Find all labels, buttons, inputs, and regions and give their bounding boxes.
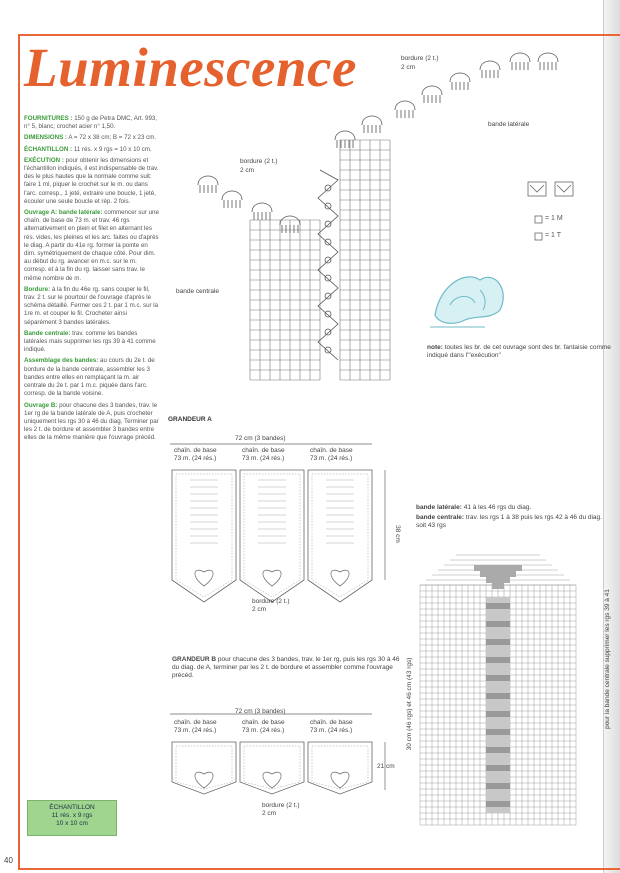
label-bande-laterale: bande latérale <box>488 121 530 128</box>
bordure-label: Bordure: <box>24 285 51 293</box>
main-chart-vertical-left: 30 cm (46 rgs) et 46 cm (43 rgs) <box>406 657 413 751</box>
grandeur-a-chain-2: chaîn. de base <box>242 447 285 454</box>
grandeur-a-panels <box>172 470 372 602</box>
grandeur-a-chain-1: chaîn. de base <box>174 447 217 454</box>
main-note-label-2: bande centrale: <box>416 514 465 521</box>
grandeur-b-bordure: bordure (2 t.) <box>262 802 300 809</box>
grandeur-b-panels <box>172 742 372 794</box>
grandeur-a-count-1: 73 m. (24 rés.) <box>174 455 217 462</box>
grandeur-a-chain-3: chaîn. de base <box>310 447 353 454</box>
legend-plein-icon <box>535 233 542 240</box>
echantillon-text: 11 rés. x 9 rgs = 10 x 10 cm. <box>73 145 152 153</box>
grandeur-a-bordure: bordure (2 t.) <box>252 598 290 605</box>
fournitures-text: 150 g de Petra DMC, Art. 993, n° 5, blanc; crochet acier n° 1,50. <box>24 115 158 131</box>
grandeur-b-diagram <box>160 700 410 810</box>
execution-text-2: le plus hautes que la normale comme suit: faire 1 ml, piquer le crochet sur le m. ou dans l'arc. corresp., 1 jeté, extraire une boucle, 1 jeté, écouler une seule boucle et rép. 2 fois. <box>24 173 156 205</box>
dimensions-label: DIMENSIONS : <box>24 134 67 142</box>
legend-text-1: = 1 M <box>545 215 563 222</box>
grandeur-b-bordure-size: 2 cm <box>262 810 277 817</box>
legend-square-filled <box>555 182 573 196</box>
main-note-line-1 <box>416 504 531 512</box>
note-block <box>427 344 612 360</box>
grandeur-b-count-2: 73 m. (24 rés.) <box>242 727 285 734</box>
grandeur-b-text-block <box>172 656 407 680</box>
swatch-line-2: 11 rés. x 9 rgs <box>51 812 93 819</box>
legend-text-2: = 1 T <box>545 232 562 239</box>
grandeur-b-width: 72 cm (3 bandes) <box>235 708 286 715</box>
heart-motif <box>474 565 522 813</box>
ornament-sketch <box>425 265 515 335</box>
label-bordure-left: bordure (2 t.) <box>240 158 278 165</box>
page-title: Luminescence <box>24 37 357 98</box>
page-number: 40 <box>4 856 13 865</box>
ouvrage-a-text: commencer sur une chaîn. de base de 73 m. et trav. 46 rgs alternativement en plein et filet en alternant les rés. vides, les pleines et les arc. faites ou d'après le diag. A partir du 41e rg. former la pointe en dim. symétriquement de chaque côté. Pour dim. au début du rg. avancer en m.c. sur le m. corresp. et à la fin du rg. laisser sans trav. le même nombre de m. <box>24 209 159 282</box>
execution-text: pour obtenir les dimensions et l'échantillon indiqués, il est indispensable de trav. des <box>24 156 159 181</box>
grandeur-a-width: 72 cm (3 bandes) <box>235 435 286 442</box>
label-bordure-top: bordure (2 t.) <box>401 55 439 62</box>
grandeur-b-count-3: 73 m. (24 rés.) <box>310 727 353 734</box>
note-label: note: <box>427 344 443 351</box>
main-note-text-1: 41 à les 46 rgs du diag. <box>463 504 532 511</box>
main-chart-vertical-right: pour la bande centrale supprimer les rgs 39 à 41 <box>604 589 611 729</box>
swatch-line-3: 10 x 10 cm <box>56 820 88 827</box>
grandeur-a-count-2: 73 m. (24 rés.) <box>242 455 285 462</box>
swatch-line-1: ÉCHANTILLON <box>49 804 95 811</box>
note-text: toutes les br. de cet ouvrage sont des br. fantaisie comme indiqué dans l'"exécution" <box>427 344 611 359</box>
ouvrage-b-text: pour chacune des 3 bandes, trav. le 1er rg de la bande latérale de A, puis crocheter uniquement les rgs 30 à 46 du diag. Terminer par les 2 t. de bordure et assembler 3 bandes entre elles de la même manière que l'ouvrage précéd. <box>24 401 159 442</box>
label-bande-centrale: bande centrale <box>176 288 220 295</box>
legend-square-open <box>528 182 546 196</box>
grandeur-a-header: GRANDEUR A <box>168 416 212 423</box>
main-note-text-2: trav. les rgs 1 à 38 puis les rgs 42 à 46 du diag. soit 43 rgs <box>416 514 602 529</box>
bande-centrale-label: Bande centrale: <box>24 329 71 337</box>
grandeur-a-count-3: 73 m. (24 rés.) <box>310 455 353 462</box>
execution-label: EXÉCUTION : <box>24 156 64 164</box>
grandeur-a-bordure-size: 2 cm <box>252 606 267 613</box>
ouvrage-a-label: Ouvrage A: bande latérale: <box>24 209 103 217</box>
join-motif <box>318 170 338 360</box>
assemblage-text: au cours du 2e t. de bordure de la bande centrale, assembler les 3 bandes entre elles en remplaçant la m. air centrale du 2e t. par 1 m.c. piquée dans l'arc. corresp. de la bande voisine. <box>24 357 155 398</box>
grandeur-b-text: pour chacune des 3 bandes, trav. le 1er rg, puis les rgs 30 à 46 du diag. de A, terminer par les 2 t. de bordure et assembler comme l'ouvrage précéd. <box>172 656 400 679</box>
grandeur-b-chain-3: chaîn. de base <box>310 719 353 726</box>
assemblage-label: Assemblage des bandes: <box>24 357 99 365</box>
grandeur-b-height: 21 cm <box>377 763 395 770</box>
dimensions-text: A = 72 x 38 cm; B = 72 x 23 cm. <box>68 134 157 142</box>
fournitures-label: FOURNITURES : <box>24 115 73 122</box>
grandeur-b-header: GRANDEUR B <box>172 656 217 663</box>
scallop-edging <box>198 53 558 233</box>
legend-filet-icon <box>535 216 542 223</box>
label-bordure-top-size: 2 cm <box>401 64 416 71</box>
label-bordure-left-size: 2 cm <box>240 167 255 174</box>
bande-centrale-text: trav. comme les bandes latérales mais supprimer les rgs 39 à 41 comme indiqué. <box>24 329 156 354</box>
grandeur-a-height: 38 cm <box>393 525 401 543</box>
grandeur-b-count-1: 73 m. (24 rés.) <box>174 727 217 734</box>
main-note-label-1: bande latérale: <box>416 504 462 511</box>
grandeur-b-chain-2: chaîn. de base <box>242 719 285 726</box>
bordure-text: à la fin du 46e rg. sans couper le fil, trav. 2 t. sur le pourtour de l'ouvrage d'après le schéma détaillé. Fermer ces 2 t. par 1 m.c. sur la 1re m. et couper le fil. Crocheter ainsi séparément 3 bandes latérales. <box>24 285 159 326</box>
filet-crochet-chart <box>418 545 598 835</box>
grandeur-b-chain-1: chaîn. de base <box>174 719 217 726</box>
main-note-line-2 <box>416 514 611 530</box>
ouvrage-b-label: Ouvrage B: <box>24 401 58 409</box>
echantillon-label: ÉCHANTILLON : <box>24 145 73 153</box>
